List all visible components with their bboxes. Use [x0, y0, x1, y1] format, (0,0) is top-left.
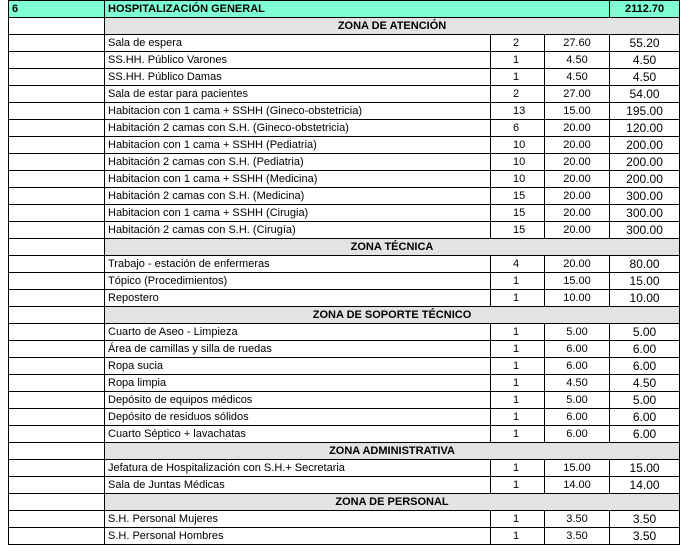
table-row	[9, 69, 680, 86]
zone-blank-cell	[9, 443, 105, 460]
section-code: 6	[9, 1, 105, 18]
subtotal-cell: 15.00	[610, 460, 680, 477]
table-row	[9, 86, 680, 103]
subtotal-cell: 54.00	[610, 86, 680, 103]
quantity-cell: 10	[491, 137, 545, 154]
zone-blank-cell	[9, 239, 105, 256]
quantity-cell: 2	[491, 86, 545, 103]
unit-area-cell: 4.50	[545, 52, 610, 69]
blank-cell	[9, 120, 105, 137]
room-label: Sala de espera	[105, 35, 491, 52]
room-label: Habitación 2 camas con S.H. (Pediatria)	[105, 154, 491, 171]
table-row	[9, 154, 680, 171]
unit-area-cell: 4.50	[545, 69, 610, 86]
table-row	[9, 256, 680, 273]
blank-cell	[9, 460, 105, 477]
blank-cell	[9, 154, 105, 171]
table-row	[9, 35, 680, 52]
unit-area-cell: 20.00	[545, 171, 610, 188]
zone-header-row	[9, 18, 680, 35]
subtotal-cell: 4.50	[610, 52, 680, 69]
unit-area-cell: 10.00	[545, 290, 610, 307]
zone-header-row	[9, 494, 680, 511]
room-label: Habitación 2 camas con S.H. (Gineco-obstetricia)	[105, 120, 491, 137]
quantity-cell: 1	[491, 528, 545, 545]
quantity-cell: 15	[491, 188, 545, 205]
unit-area-cell: 20.00	[545, 154, 610, 171]
blank-cell	[9, 511, 105, 528]
table-row	[9, 137, 680, 154]
room-label: Repostero	[105, 290, 491, 307]
room-label: Habitación 2 camas con S.H. (Medicina)	[105, 188, 491, 205]
blank-cell	[9, 256, 105, 273]
unit-area-cell: 6.00	[545, 341, 610, 358]
subtotal-cell: 120.00	[610, 120, 680, 137]
blank-cell	[9, 137, 105, 154]
unit-area-cell: 20.00	[545, 188, 610, 205]
room-label: S.H. Personal Hombres	[105, 528, 491, 545]
unit-area-cell: 20.00	[545, 137, 610, 154]
table-row	[9, 528, 680, 545]
unit-area-cell: 3.50	[545, 528, 610, 545]
room-label: S.H. Personal Mujeres	[105, 511, 491, 528]
subtotal-cell: 14.00	[610, 477, 680, 494]
room-label: Depósito de equipos médicos	[105, 392, 491, 409]
subtotal-cell: 55.20	[610, 35, 680, 52]
unit-area-cell: 6.00	[545, 358, 610, 375]
quantity-cell: 10	[491, 171, 545, 188]
room-label: Sala de estar para pacientes	[105, 86, 491, 103]
blank-cell	[9, 375, 105, 392]
table-row	[9, 409, 680, 426]
blank-cell	[9, 86, 105, 103]
room-label: SS.HH. Público Damas	[105, 69, 491, 86]
table-row	[9, 375, 680, 392]
unit-area-cell: 6.00	[545, 409, 610, 426]
room-label: SS.HH. Público Varones	[105, 52, 491, 69]
blank-cell	[9, 409, 105, 426]
unit-area-cell: 5.00	[545, 324, 610, 341]
blank-cell	[9, 358, 105, 375]
table-row	[9, 205, 680, 222]
room-label: Habitacion con 1 cama + SSHH (Medicina)	[105, 171, 491, 188]
unit-area-cell: 15.00	[545, 103, 610, 120]
unit-area-cell: 27.60	[545, 35, 610, 52]
blank-cell	[9, 528, 105, 545]
quantity-cell: 1	[491, 52, 545, 69]
quantity-cell: 1	[491, 375, 545, 392]
unit-area-cell: 6.00	[545, 426, 610, 443]
table-row	[9, 460, 680, 477]
room-label: Cuarto Séptico + lavachatas	[105, 426, 491, 443]
subtotal-cell: 5.00	[610, 392, 680, 409]
table-row	[9, 477, 680, 494]
unit-area-cell: 5.00	[545, 392, 610, 409]
blank-cell	[9, 392, 105, 409]
unit-area-cell: 20.00	[545, 205, 610, 222]
room-label: Habitación 2 camas con S.H. (Cirugía)	[105, 222, 491, 239]
table-row	[9, 426, 680, 443]
zone-title: ZONA TÉCNICA	[105, 239, 680, 256]
unit-area-cell: 20.00	[545, 256, 610, 273]
room-label: Habitacion con 1 cama + SSHH (Cirugia)	[105, 205, 491, 222]
blank-cell	[9, 69, 105, 86]
zone-blank-cell	[9, 18, 105, 35]
unit-area-cell: 4.50	[545, 375, 610, 392]
blank-cell	[9, 52, 105, 69]
subtotal-cell: 4.50	[610, 375, 680, 392]
unit-area-cell: 3.50	[545, 511, 610, 528]
blank-cell	[9, 290, 105, 307]
quantity-cell: 2	[491, 35, 545, 52]
quantity-cell: 15	[491, 205, 545, 222]
subtotal-cell: 5.00	[610, 324, 680, 341]
zone-title: ZONA DE ATENCIÓN	[105, 18, 680, 35]
room-label: Habitacion con 1 cama + SSHH (Gineco-obstetricia)	[105, 103, 491, 120]
subtotal-cell: 6.00	[610, 358, 680, 375]
blank-cell	[9, 171, 105, 188]
zone-blank-cell	[9, 307, 105, 324]
blank-cell	[9, 324, 105, 341]
blank-cell	[9, 188, 105, 205]
table-row	[9, 358, 680, 375]
subtotal-cell: 195.00	[610, 103, 680, 120]
subtotal-cell: 10.00	[610, 290, 680, 307]
zone-blank-cell	[9, 494, 105, 511]
quantity-cell: 1	[491, 341, 545, 358]
table-row	[9, 290, 680, 307]
section-title: HOSPITALIZACIÓN GENERAL	[105, 1, 610, 18]
quantity-cell: 6	[491, 120, 545, 137]
table-row	[9, 52, 680, 69]
room-label: Depósito de residuos sólidos	[105, 409, 491, 426]
zone-title: ZONA DE PERSONAL	[105, 494, 680, 511]
quantity-cell: 15	[491, 222, 545, 239]
table-body	[9, 1, 680, 545]
subtotal-cell: 300.00	[610, 205, 680, 222]
quantity-cell: 1	[491, 290, 545, 307]
subtotal-cell: 6.00	[610, 341, 680, 358]
subtotal-cell: 300.00	[610, 222, 680, 239]
quantity-cell: 13	[491, 103, 545, 120]
subtotal-cell: 200.00	[610, 154, 680, 171]
blank-cell	[9, 426, 105, 443]
table-row	[9, 222, 680, 239]
room-label: Tópico (Procedimientos)	[105, 273, 491, 290]
subtotal-cell: 3.50	[610, 528, 680, 545]
room-label: Área de camillas y silla de ruedas	[105, 341, 491, 358]
subtotal-cell: 6.00	[610, 409, 680, 426]
table-row	[9, 273, 680, 290]
quantity-cell: 1	[491, 460, 545, 477]
room-label: Ropa sucia	[105, 358, 491, 375]
quantity-cell: 1	[491, 392, 545, 409]
quantity-cell: 1	[491, 409, 545, 426]
table-row	[9, 511, 680, 528]
area-table	[8, 0, 680, 545]
unit-area-cell: 20.00	[545, 120, 610, 137]
unit-area-cell: 20.00	[545, 222, 610, 239]
quantity-cell: 4	[491, 256, 545, 273]
quantity-cell: 1	[491, 273, 545, 290]
subtotal-cell: 200.00	[610, 137, 680, 154]
quantity-cell: 10	[491, 154, 545, 171]
subtotal-cell: 3.50	[610, 511, 680, 528]
blank-cell	[9, 273, 105, 290]
zone-header-row	[9, 307, 680, 324]
quantity-cell: 1	[491, 477, 545, 494]
table-row	[9, 188, 680, 205]
table-row	[9, 392, 680, 409]
blank-cell	[9, 477, 105, 494]
room-label: Habitacion con 1 cama + SSHH (Pediatria)	[105, 137, 491, 154]
zone-title: ZONA ADMINISTRATIVA	[105, 443, 680, 460]
table-row	[9, 341, 680, 358]
table-row	[9, 171, 680, 188]
quantity-cell: 1	[491, 426, 545, 443]
blank-cell	[9, 35, 105, 52]
subtotal-cell: 15.00	[610, 273, 680, 290]
blank-cell	[9, 341, 105, 358]
room-label: Ropa limpia	[105, 375, 491, 392]
zone-header-row	[9, 239, 680, 256]
table-row	[9, 120, 680, 137]
room-label: Trabajo - estación de enfermeras	[105, 256, 491, 273]
header-row	[9, 1, 680, 18]
subtotal-cell: 4.50	[610, 69, 680, 86]
unit-area-cell: 14.00	[545, 477, 610, 494]
blank-cell	[9, 222, 105, 239]
quantity-cell: 1	[491, 324, 545, 341]
subtotal-cell: 200.00	[610, 171, 680, 188]
unit-area-cell: 15.00	[545, 460, 610, 477]
subtotal-cell: 300.00	[610, 188, 680, 205]
room-label: Sala de Juntas Médicas	[105, 477, 491, 494]
blank-cell	[9, 103, 105, 120]
zone-header-row	[9, 443, 680, 460]
unit-area-cell: 27.00	[545, 86, 610, 103]
section-total: 2112.70	[610, 1, 680, 18]
room-label: Cuarto de Aseo - Limpieza	[105, 324, 491, 341]
quantity-cell: 1	[491, 358, 545, 375]
quantity-cell: 1	[491, 69, 545, 86]
room-label: Jefatura de Hospitalización con S.H.+ Secretaria	[105, 460, 491, 477]
subtotal-cell: 80.00	[610, 256, 680, 273]
zone-title: ZONA DE SOPORTE TÉCNICO	[105, 307, 680, 324]
unit-area-cell: 15.00	[545, 273, 610, 290]
subtotal-cell: 6.00	[610, 426, 680, 443]
table-row	[9, 103, 680, 120]
table-row	[9, 324, 680, 341]
blank-cell	[9, 205, 105, 222]
quantity-cell: 1	[491, 511, 545, 528]
